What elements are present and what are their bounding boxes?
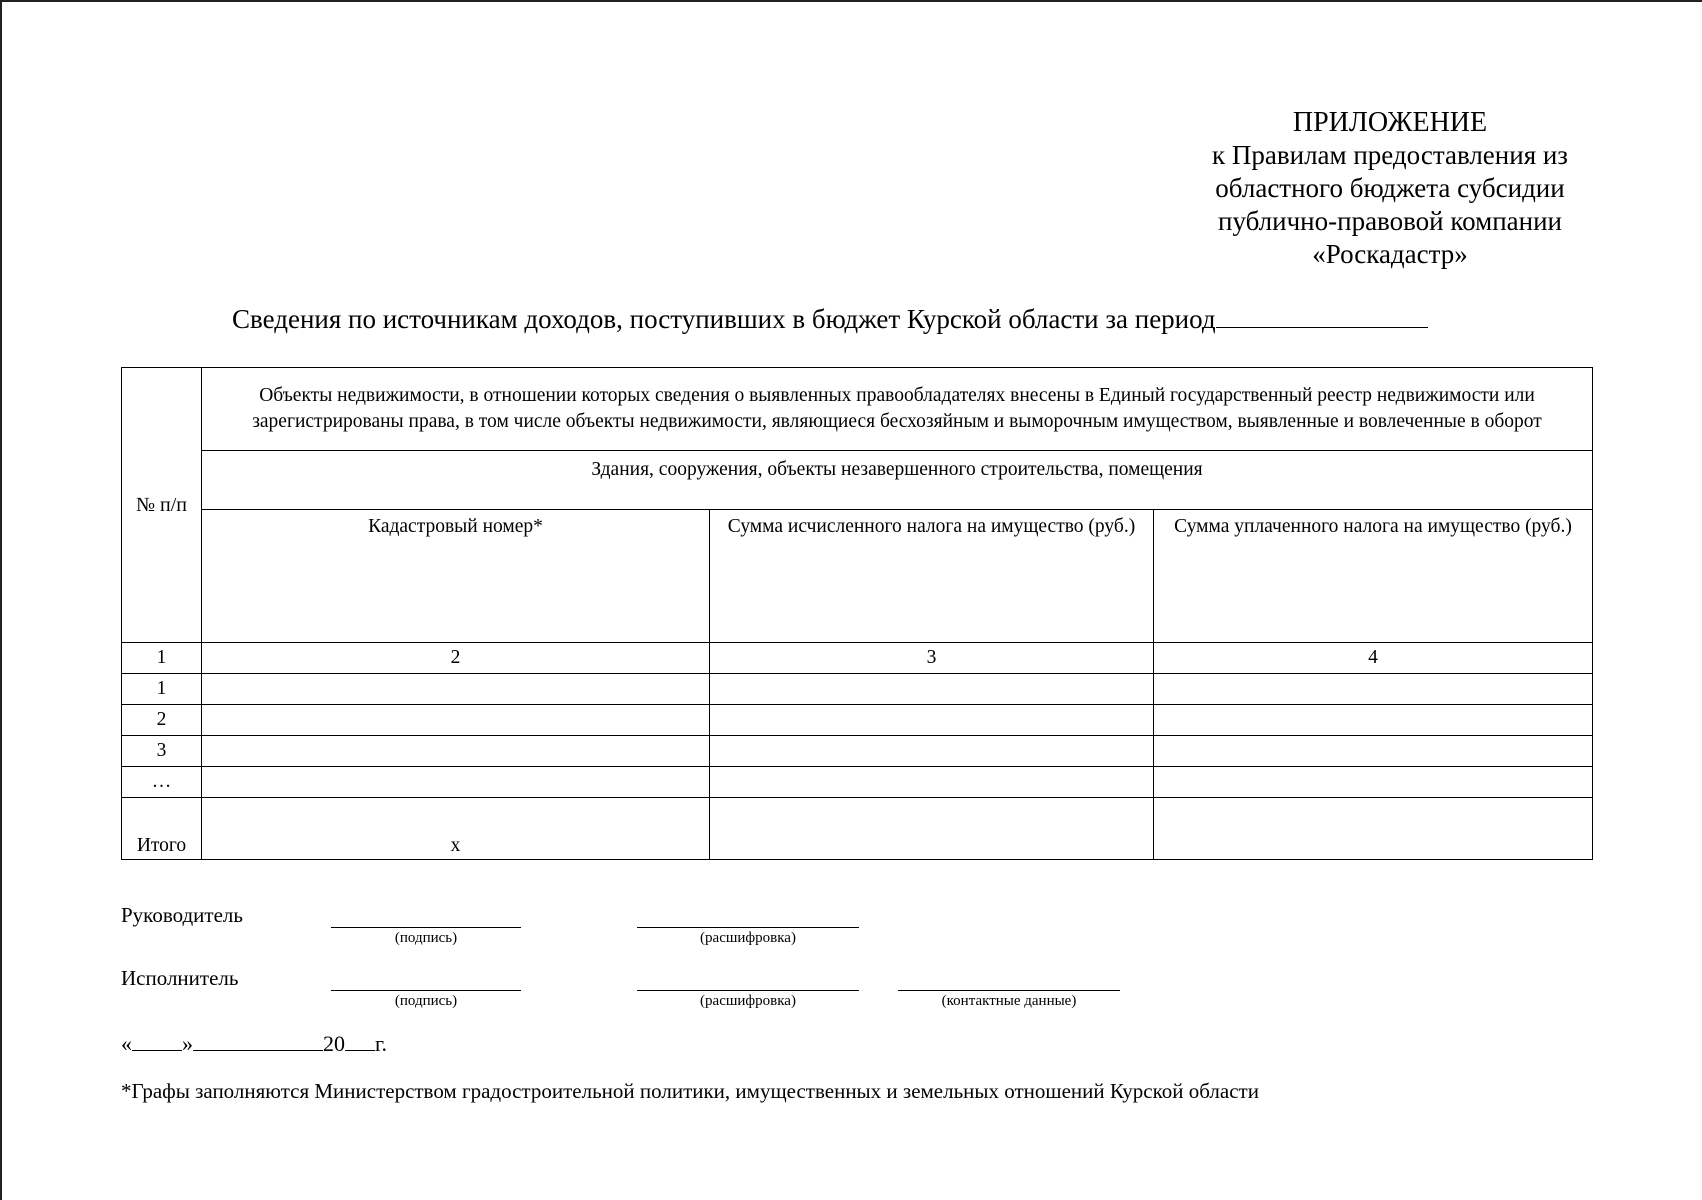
cadastral-cell[interactable] — [202, 767, 710, 798]
header-objects: Объекты недвижимости, в отношении которых сведения о выявленных правообладателях внесены в Единый государственный реестр недвижимости или зарегистрированы права, в том числе объекты недвижимости, являющиеся бесхозяйным и выморочным имуществом, выявленные и вовлеченные в оборот — [202, 368, 1593, 451]
cadastral-cell[interactable] — [202, 705, 710, 736]
tax-calculated-cell[interactable] — [710, 705, 1154, 736]
executor-decoding-line[interactable] — [637, 990, 859, 991]
column-number: 2 — [202, 643, 710, 674]
cadastral-cell[interactable] — [202, 674, 710, 705]
total-tax-paid-cell[interactable] — [1154, 798, 1593, 860]
date-year-suffix: г. — [375, 1031, 388, 1056]
row-number: … — [122, 767, 202, 798]
appendix-title: ПРИЛОЖЕНИЕ — [1292, 107, 1488, 138]
header-buildings: Здания, сооружения, объекты незавершенного строительства, помещения — [202, 451, 1593, 510]
table-row — [122, 767, 1593, 798]
total-label: Итого — [122, 798, 202, 860]
executor-contacts-line[interactable] — [898, 990, 1120, 991]
executor-label: Исполнитель — [121, 966, 239, 990]
column-number: 1 — [122, 643, 202, 674]
tax-paid-cell[interactable] — [1154, 705, 1593, 736]
document-title-row — [232, 304, 1428, 335]
column-number: 4 — [1154, 643, 1593, 674]
head-decoding-caption: (расшифровка) — [700, 930, 796, 946]
date-month-field[interactable] — [193, 1030, 323, 1051]
head-signature-caption: (подпись) — [394, 930, 458, 946]
tax-paid-cell[interactable] — [1154, 674, 1593, 705]
tax-calculated-cell[interactable] — [710, 736, 1154, 767]
date-open-quote: « — [121, 1031, 132, 1056]
document-title: Сведения по источникам доходов, поступивших в бюджет Курской области за период — [232, 304, 1216, 334]
executor-decoding-caption: (расшифровка) — [700, 993, 796, 1009]
appendix-line: к Правилам предоставления из — [1212, 140, 1568, 170]
total-row — [122, 798, 1593, 860]
date-line — [121, 1030, 387, 1057]
executor-signature-caption: (подпись) — [394, 993, 458, 1009]
appendix-block — [1180, 106, 1600, 271]
row-number: 2 — [122, 705, 202, 736]
head-label: Руководитель — [121, 903, 243, 927]
appendix-line: публично-правовой компании — [1218, 206, 1562, 236]
total-tax-calculated-cell[interactable] — [710, 798, 1154, 860]
appendix-line: «Роскадастр» — [1312, 239, 1468, 269]
income-table — [121, 367, 1593, 860]
header-np: № п/п — [122, 368, 202, 643]
period-field[interactable] — [1216, 305, 1428, 328]
date-year-field[interactable] — [345, 1030, 375, 1051]
tax-paid-cell[interactable] — [1154, 767, 1593, 798]
executor-contacts-caption: (контактные данные) — [941, 993, 1077, 1009]
column-number: 3 — [710, 643, 1154, 674]
appendix-line: областного бюджета субсидии — [1215, 173, 1565, 203]
column-numbers-row — [122, 643, 1593, 674]
executor-signature-line[interactable] — [331, 990, 521, 991]
head-signature-line[interactable] — [331, 927, 521, 928]
head-decoding-line[interactable] — [637, 927, 859, 928]
page-border-top — [0, 0, 1702, 2]
header-cadastral-number: Кадастровый номер* — [202, 510, 710, 643]
page-border-left — [0, 0, 2, 1200]
cadastral-cell[interactable] — [202, 736, 710, 767]
row-number: 3 — [122, 736, 202, 767]
footnote: *Графы заполняются Министерством градостроительной политики, имущественных и земельных отношений Курской области — [121, 1079, 1259, 1103]
table-row — [122, 705, 1593, 736]
table-row — [122, 736, 1593, 767]
total-cadastral: х — [202, 798, 710, 860]
table-row — [122, 674, 1593, 705]
date-day-field[interactable] — [132, 1030, 182, 1051]
date-close-quote: » — [182, 1031, 193, 1056]
header-tax-paid: Сумма уплаченного налога на имущество (руб.) — [1154, 510, 1593, 643]
row-number: 1 — [122, 674, 202, 705]
tax-paid-cell[interactable] — [1154, 736, 1593, 767]
header-tax-calculated: Сумма исчисленного налога на имущество (руб.) — [710, 510, 1154, 643]
tax-calculated-cell[interactable] — [710, 767, 1154, 798]
tax-calculated-cell[interactable] — [710, 674, 1154, 705]
date-year-prefix: 20 — [323, 1031, 345, 1056]
